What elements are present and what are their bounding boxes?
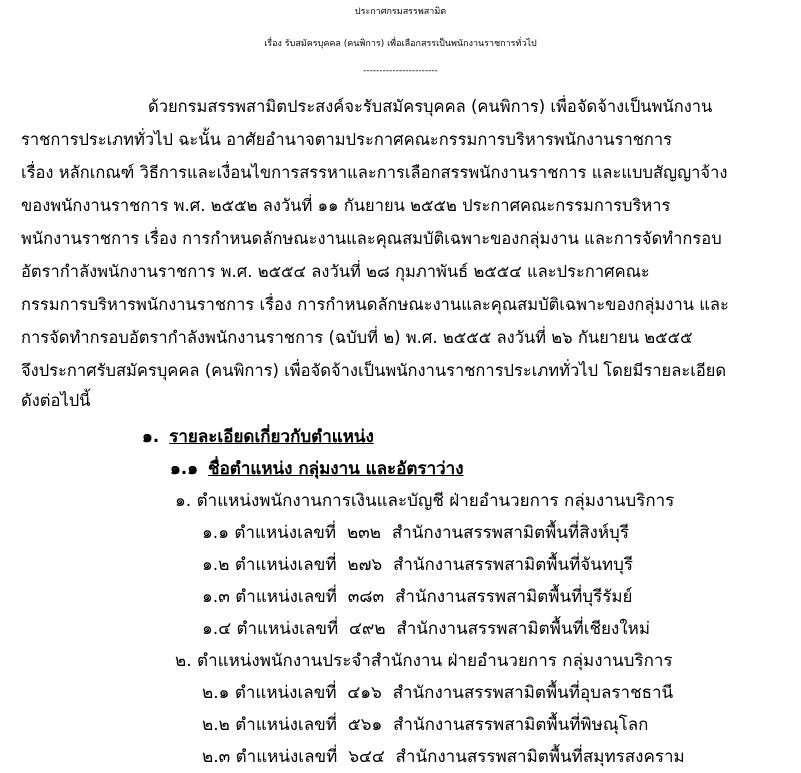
position-group-text: ตำแหน่งพนักงานการเงินและบัญชี ฝ่ายอำนวยการ กลุ่มงานบริการ <box>196 491 675 511</box>
item-number: ๒.๓ <box>202 747 231 767</box>
section-heading <box>142 423 374 450</box>
paragraph-line: กรรมการบริหารพนักงานราชการ เรื่อง การกำหนดลักษณะงานและคุณสมบัติเฉพาะของกลุ่มงาน และ <box>21 295 729 314</box>
paragraph-line: ดังต่อไปนี้ <box>21 391 91 410</box>
item-office: สำนักงานสรรพสามิตพื้นที่พิษณุโลก <box>393 715 649 735</box>
position-group-title <box>175 647 673 674</box>
item-label: ตำแหน่งเลขที่ <box>234 555 337 575</box>
item-office: สำนักงานสรรพสามิตพื้นที่อุบลราชธานี <box>392 683 674 703</box>
item-label: ตำแหน่งเลขที่ <box>234 683 337 703</box>
document-subject: เรื่อง รับสมัครบุคคล (คนพิการ) เพื่อเลือกสรรเป็นพนักงานราชการทั่วไป <box>264 39 537 49</box>
item-office: สำนักงานสรรพสามิตพื้นที่สมุทรสงคราม <box>395 747 685 767</box>
paragraph-line: เรื่อง หลักเกณฑ์ วิธีการและเงื่อนไขการสรรหาและการเลือกสรรพนักงานราชการ และแบบสัญญาจ้าง <box>21 163 728 182</box>
item-number: ๑.๓ <box>202 587 230 607</box>
position-item <box>202 679 673 706</box>
item-label: ตำแหน่งเลขที่ <box>234 523 337 543</box>
position-group-number: ๑. <box>175 491 192 511</box>
item-code: ๔๙๒ <box>349 619 386 639</box>
item-code: ๒๗๖ <box>347 555 383 575</box>
paragraph-line: พนักงานราชการ เรื่อง การกำหนดลักษณะงานและคุณสมบัติเฉพาะของกลุ่มงาน และการจัดทำกรอบ <box>21 229 722 248</box>
item-number: ๑.๒ <box>202 555 230 575</box>
section-title: รายละเอียดเกี่ยวกับตำแหน่ง <box>169 427 374 447</box>
position-item <box>202 615 650 642</box>
paragraph-line: ของพนักงานราชการ พ.ศ. ๒๕๕๒ ลงวันที่ ๑๑ กันยายน ๒๕๕๒ ประกาศคณะกรรมการบริหาร <box>21 196 671 215</box>
item-number: ๑.๑ <box>202 523 229 543</box>
position-group-title <box>175 487 674 514</box>
paragraph-line: การจัดทำกรอบอัตรากำลังพนักงานราชการ (ฉบับที่ ๒) พ.ศ. ๒๕๕๕ ลงวันที่ ๒๖ กันยายน ๒๕๕๕ <box>21 328 693 347</box>
paragraph-line: จึงประกาศรับสมัครบุคคล (คนพิการ) เพื่อจัดจ้างเป็นพนักงานราชการประเภททั่วไป โดยมีรายละเอียด <box>21 361 727 380</box>
position-item <box>202 551 633 578</box>
position-group-number: ๒. <box>175 651 192 671</box>
document-title: ประกาศกรมสรรพสามิต <box>354 7 447 17</box>
position-item <box>202 519 629 546</box>
paragraph-line: ด้วยกรมสรรพสามิตประสงค์จะรับสมัครบุคคล (คนพิการ) เพื่อจัดจ้างเป็นพนักงาน <box>148 97 713 116</box>
subsection-number: ๑.๑ <box>170 459 199 479</box>
item-office: สำนักงานสรรพสามิตพื้นที่สิงห์บุรี <box>391 523 629 543</box>
subsection-heading <box>170 455 464 482</box>
item-label: ตำแหน่งเลขที่ <box>236 619 339 639</box>
item-code: ๔๑๖ <box>347 683 382 703</box>
subsection-title: ชื่อตำแหน่ง กลุ่มงาน และอัตราว่าง <box>208 459 464 479</box>
divider-line: ----------------------- <box>363 66 438 76</box>
item-number: ๒.๑ <box>202 683 230 703</box>
item-office: สำนักงานสรรพสามิตพื้นที่จันทบุรี <box>392 555 634 575</box>
item-label: ตำแหน่งเลขที่ <box>235 747 338 767</box>
item-code: ๓๘๓ <box>347 587 385 607</box>
position-item <box>202 583 633 610</box>
item-office: สำนักงานสรรพสามิตพื้นที่บุรีรัมย์ <box>394 587 633 607</box>
item-number: ๒.๒ <box>202 715 230 735</box>
position-group-text: ตำแหน่งพนักงานประจำสำนักงาน ฝ่ายอำนวยการ กลุ่มงานบริการ <box>197 651 673 671</box>
item-code: ๖๔๔ <box>348 747 385 767</box>
section-number: ๑. <box>142 427 160 447</box>
item-number: ๑.๔ <box>202 619 232 639</box>
item-office: สำนักงานสรรพสามิตพื้นที่เชียงใหม่ <box>396 619 651 639</box>
position-item <box>202 711 648 738</box>
paragraph-line: ราชการประเภททั่วไป ฉะนั้น อาศัยอำนาจตามประกาศคณะกรรมการบริหารพนักงานราชการ <box>21 130 673 149</box>
item-code: ๕๖๑ <box>347 715 383 735</box>
position-item <box>202 743 685 770</box>
item-code: ๒๓๒ <box>346 523 381 543</box>
item-label: ตำแหน่งเลขที่ <box>235 715 337 735</box>
item-label: ตำแหน่งเลขที่ <box>235 587 337 607</box>
paragraph-line: อัตรากำลังพนักงานราชการ พ.ศ. ๒๕๕๔ ลงวันที่ ๒๘ กุมภาพันธ์ ๒๕๕๔ และประกาศคณะ <box>21 262 650 281</box>
